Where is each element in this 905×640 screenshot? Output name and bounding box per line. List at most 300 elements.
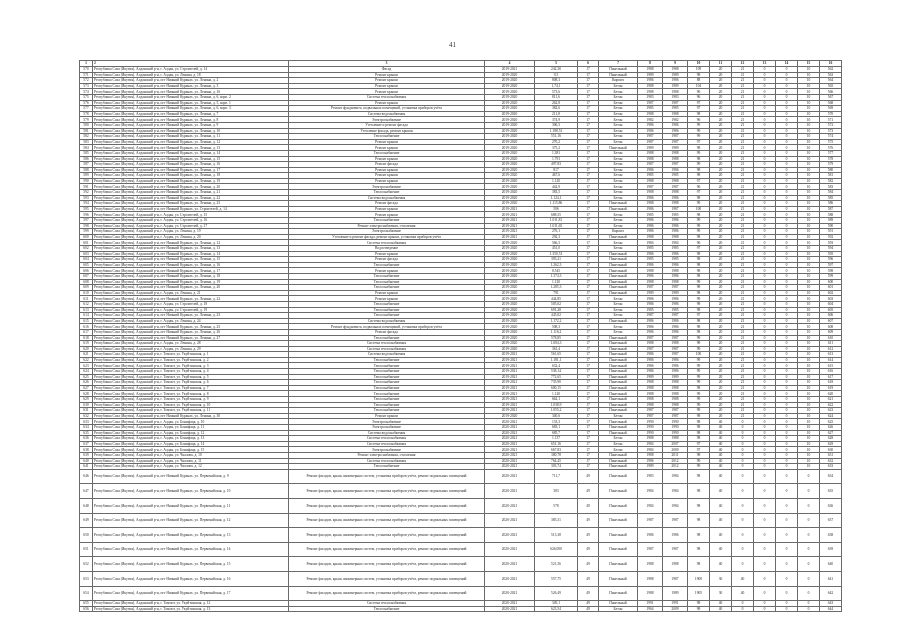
table-cell: 642	[820, 586, 842, 601]
table-cell: 619	[80, 341, 93, 347]
table-cell: 1988	[663, 279, 688, 285]
table-cell: 20	[710, 94, 732, 100]
table-cell: 0	[776, 279, 798, 285]
table-cell: 292,3	[535, 234, 578, 240]
table-cell: 1984	[638, 484, 663, 499]
table-cell: 40	[732, 571, 754, 586]
table-cell: Теплоснабжение	[289, 464, 485, 470]
table-cell: 49	[578, 469, 599, 484]
table-cell: 586	[820, 201, 842, 207]
table-cell: 40	[710, 513, 732, 528]
table-cell: 2019-2020	[485, 251, 535, 257]
table-row	[80, 498, 842, 513]
table-cell: 2020-2021	[485, 458, 535, 464]
table-cell: 606	[80, 268, 93, 274]
table-cell: 21	[732, 78, 754, 84]
table-cell: Ремонт фасада	[289, 201, 485, 207]
table-cell: 9	[663, 61, 688, 67]
table-cell: Ремонт крыши	[289, 72, 485, 78]
table-cell: 2007	[663, 441, 688, 447]
table-cell: 1989	[663, 145, 688, 151]
table-cell: Республика Саха (Якутия), Алданский р-н, г. Томмот, ул. Укуйтинская, д. 10	[93, 402, 289, 408]
table-cell: 0	[776, 285, 798, 291]
table-cell: 0	[776, 513, 798, 528]
table-cell: 599	[820, 273, 842, 279]
table-cell: 582	[80, 134, 93, 140]
table-cell: 2012	[663, 464, 688, 470]
table-cell: Теплоснабжение	[289, 385, 485, 391]
table-cell: 0	[754, 246, 776, 252]
table-cell: 606	[820, 313, 842, 319]
table-cell: 49	[578, 557, 599, 572]
table-cell: 2019-2020	[485, 156, 535, 162]
table-cell: 10	[798, 318, 820, 324]
table-cell: 0	[754, 363, 776, 369]
table-cell: 10	[798, 167, 820, 173]
table-cell: 1.188,51	[535, 128, 578, 134]
table-cell: 0	[798, 601, 820, 607]
table-cell: 10	[798, 190, 820, 196]
table-cell: 20	[710, 341, 732, 347]
table-cell: Республика Саха (Якутия), Алданский р-н, пгт Нижний Куранах, ул. Ленина, д. 5, корп. 1	[93, 100, 289, 106]
table-cell: 98	[688, 257, 710, 263]
table-cell: 17	[578, 190, 599, 196]
table-cell: 0	[754, 425, 776, 431]
table-cell: 0	[754, 606, 776, 612]
table-row	[80, 528, 842, 543]
table-cell: 385,31	[535, 513, 578, 528]
table-cell: 585	[820, 195, 842, 201]
table-cell: 551,16	[535, 134, 578, 140]
table-cell: 2019-2020	[485, 307, 535, 313]
table-cell: Республика Саха (Якутия), Алданский р-н, г. Томмот, ул. Укуйтинская, д. 8	[93, 391, 289, 397]
table-cell: 597	[820, 262, 842, 268]
table-cell: 10	[798, 94, 820, 100]
table-cell: 1988	[638, 557, 663, 572]
table-cell: Теплоснабжение	[289, 369, 485, 375]
table-cell: 1986	[663, 262, 688, 268]
table-cell: 683,1	[535, 425, 578, 431]
table-cell: 0	[776, 117, 798, 123]
table-cell: 21	[732, 229, 754, 235]
table-cell: 1989	[638, 145, 663, 151]
table-cell: Республика Саха (Якутия), Алданский р-н, пгт Нижний Куранах, ул. Первомайская, д. 10	[93, 484, 289, 499]
table-cell: 2019-2020	[485, 346, 535, 352]
table-cell: Бетон	[599, 100, 638, 106]
table-cell: Республика Саха (Якутия), Алданский р-н, пгт Нижний Куранах, ул. Ленина, д. 14	[93, 251, 289, 257]
table-cell: 17	[578, 397, 599, 403]
table-cell: 0	[732, 464, 754, 470]
table-cell: 30	[710, 571, 732, 586]
table-cell: 20	[710, 111, 732, 117]
table-cell: Республика Саха (Якутия), Алданский р-н, пгт Нижний Куранах, ул. Ленина, д. 22	[93, 296, 289, 302]
table-cell: Ремонт фасадов, крыш, инженерных систем, установка приборов учёта, ремонт подвальных помещений	[289, 513, 485, 528]
table-cell: 651	[80, 542, 93, 557]
table-cell: 99	[688, 464, 710, 470]
table-cell: 2020-2021	[485, 419, 535, 425]
table-cell: 21	[732, 369, 754, 375]
table-cell: 632	[820, 458, 842, 464]
table-cell: 17	[578, 150, 599, 156]
table-cell: Республика Саха (Якутия), Алданский р-н, г. Томмот, ул. Укуйтинская, д. 12	[93, 601, 289, 607]
table-cell: 17	[578, 318, 599, 324]
table-cell: 1987	[638, 313, 663, 319]
table-cell: 0	[754, 374, 776, 380]
table-cell: 21	[732, 380, 754, 386]
table-cell: 98	[688, 318, 710, 324]
table-cell: 10	[798, 374, 820, 380]
table-cell: 2019-2021	[485, 206, 535, 212]
table-cell: 17	[578, 273, 599, 279]
table-cell: 1986	[663, 167, 688, 173]
table-cell: 97	[688, 106, 710, 112]
table-cell: 0	[754, 251, 776, 257]
table-cell: Республика Саха (Якутия), Алданский р-н, пгт Нижний Куранах, ул. Ленина, д. 16	[93, 89, 289, 95]
table-cell: Республика Саха (Якутия), Алданский р-н, пгт Нижний Куранах, ул. Первомайская, д. 13	[93, 528, 289, 543]
table-cell: Республика Саха (Якутия), Алданский р-н, г. Томмот, ул. Укуйтинская, д. 3	[93, 363, 289, 369]
table-cell: Республика Саха (Якутия), Алданский р-н, г. Томмот, ул. Укуйтинская, д. 2	[93, 357, 289, 363]
table-cell: 383,5	[535, 190, 578, 196]
table-cell: 808,3	[535, 78, 578, 84]
table-cell: Бетон	[599, 111, 638, 117]
table-cell: 0	[776, 100, 798, 106]
table-cell: Республика Саха (Якутия), Алданский р-н, пгт Нижний Куранах, ул. Первомайская, д. 16	[93, 571, 289, 586]
table-cell: 1905	[688, 586, 710, 601]
table-cell: 10	[798, 357, 820, 363]
table-cell: 623	[820, 408, 842, 414]
table-cell: Ремонт крыши	[289, 156, 485, 162]
table-cell: Республика Саха (Якутия), Алданский р-н, г. Томмот, ул. Укуйтинская, д. 4	[93, 369, 289, 375]
table-cell: 0	[754, 301, 776, 307]
table-cell: 17	[578, 229, 599, 235]
table-cell: 603	[80, 251, 93, 257]
table-cell: 595	[820, 251, 842, 257]
table-cell: 0	[776, 408, 798, 414]
table-cell: 0	[776, 111, 798, 117]
table-cell: 17	[578, 285, 599, 291]
table-cell: 2019-2020	[485, 89, 535, 95]
table-cell: 2009	[663, 606, 688, 612]
table-cell: 1.285,3	[535, 285, 578, 291]
table-cell: Панельный	[599, 484, 638, 499]
table-cell: Панельный	[599, 357, 638, 363]
table-cell: 10	[798, 335, 820, 341]
table-cell: 0	[798, 513, 820, 528]
table-cell: 2020-2021	[485, 430, 535, 436]
table-cell: 1986	[663, 357, 688, 363]
table-cell: Бетон	[599, 413, 638, 419]
table-cell: 20	[710, 246, 732, 252]
table-cell: 2019-2021	[485, 67, 535, 73]
table-cell: Ремонт фасадов, крыш, инженерных систем, установка приборов учёта, ремонт подвальных помещений	[289, 498, 485, 513]
table-cell: Бетон	[599, 441, 638, 447]
table-cell: 2009	[663, 447, 688, 453]
table-cell: 1986	[638, 218, 663, 224]
table-cell: 21	[732, 262, 754, 268]
table-cell: 17	[578, 413, 599, 419]
table-cell: 662,1	[535, 397, 578, 403]
table-cell: 1987	[663, 352, 688, 358]
table-cell: 262,8	[535, 100, 578, 106]
table-cell: 0	[754, 78, 776, 84]
table-cell: 99	[688, 357, 710, 363]
table-cell: 2019-2020	[485, 201, 535, 207]
table-cell: 21	[732, 251, 754, 257]
table-cell: 17	[578, 218, 599, 224]
table-cell: 99	[688, 402, 710, 408]
table-cell: 0	[776, 557, 798, 572]
table-cell: Теплоснабжение	[289, 273, 485, 279]
table-cell: 614	[80, 313, 93, 319]
table-cell: 497,83	[535, 162, 578, 168]
table-cell: 2019-2021	[485, 363, 535, 369]
table-cell: 17	[578, 357, 599, 363]
table-cell: 1987	[663, 542, 688, 557]
table-cell: 20	[710, 262, 732, 268]
table-cell: 0	[754, 223, 776, 229]
table-cell: Бетон	[599, 324, 638, 330]
table-cell: 1988	[638, 156, 663, 162]
table-cell: 9,5	[535, 72, 578, 78]
table-cell: Республика Саха (Якутия), Алданский р-н, г. Алдан, ул. Строителей, д. 17	[93, 223, 289, 229]
table-cell: Бетон	[599, 240, 638, 246]
table-cell: 21	[732, 234, 754, 240]
table-cell: Республика Саха (Якутия), Алданский р-н, г. Алдан, ул. Ленина, д. 20	[93, 234, 289, 240]
table-cell: 20	[710, 268, 732, 274]
table-cell: 17	[578, 452, 599, 458]
table-cell: 0	[754, 89, 776, 95]
table-cell: 2019-2020	[485, 195, 535, 201]
table-cell: 21	[732, 173, 754, 179]
table-cell: Республика Саха (Якутия), Алданский р-н, пгт Нижний Куранах, ул. Ленина, д. 6, корп. 3	[93, 106, 289, 112]
table-cell: Республика Саха (Якутия), Алданский р-н, пгт Нижний Куранах, ул. Ленина, д. 11	[93, 134, 289, 140]
table-cell: 0	[732, 469, 754, 484]
table-cell: 17	[578, 402, 599, 408]
table-cell: Панельный	[599, 458, 638, 464]
table-cell: 0	[754, 290, 776, 296]
table-cell: 625	[820, 419, 842, 425]
table-cell: 0	[754, 111, 776, 117]
table-cell: 1988	[638, 111, 663, 117]
table-cell: 1987	[663, 513, 688, 528]
table-cell: Бетон	[599, 195, 638, 201]
table-cell: 0	[732, 606, 754, 612]
table-cell: 0	[776, 134, 798, 140]
table-cell: 0	[732, 458, 754, 464]
table-cell: 0	[732, 557, 754, 572]
table-cell: 1986	[663, 195, 688, 201]
table-cell: 17	[578, 385, 599, 391]
table-cell: 636	[820, 498, 842, 513]
table-cell: 575	[820, 139, 842, 145]
table-cell: Система теплоснабжения	[289, 341, 485, 347]
table-cell: 98	[688, 212, 710, 218]
table-cell: 1986	[663, 251, 688, 257]
table-cell: 1986	[638, 318, 663, 324]
table-cell: 20	[710, 117, 732, 123]
table-cell: 611	[80, 296, 93, 302]
table-cell: 1986	[638, 352, 663, 358]
table-cell: Бетон	[599, 307, 638, 313]
table-cell: 444,85	[535, 296, 578, 302]
table-cell: 633	[820, 464, 842, 470]
table-cell: 21	[732, 201, 754, 207]
table-cell: 211,8	[535, 111, 578, 117]
table-cell: 40	[732, 586, 754, 601]
table-cell: 20	[710, 150, 732, 156]
table-cell: 0	[754, 419, 776, 425]
table-cell: 2019-2020	[485, 285, 535, 291]
table-cell: 17	[578, 246, 599, 252]
table-cell: 688,55	[535, 212, 578, 218]
table-cell: Система теплоснабжения	[289, 436, 485, 442]
table-cell: Республика Саха (Якутия), Алданский р-н, пгт Нижний Куранах, ул. Ленина, д. 23	[93, 313, 289, 319]
table-cell: 1984	[638, 240, 663, 246]
table-cell: Бетон	[599, 128, 638, 134]
table-cell: 654	[80, 586, 93, 601]
table-cell: 20	[710, 301, 732, 307]
table-cell: 1.381	[535, 150, 578, 156]
table-cell: 40	[710, 447, 732, 453]
table-cell: Панельный	[599, 452, 638, 458]
table-cell: Ремонт фасада	[289, 257, 485, 263]
table-cell: 17	[578, 329, 599, 335]
table-cell: 1987	[663, 346, 688, 352]
table-cell: Бетон	[599, 313, 638, 319]
table-cell: Теплоснабжение	[289, 313, 485, 319]
table-cell: 1984	[638, 447, 663, 453]
table-cell: Ремонт электроснабжения, отопления	[289, 452, 485, 458]
table-cell: Ремонт крыши	[289, 145, 485, 151]
table-cell: 40	[710, 557, 732, 572]
table-cell: 1983	[638, 469, 663, 484]
table-cell: 10	[798, 240, 820, 246]
table-cell: 2019-2020	[485, 190, 535, 196]
table-cell: 306,3	[535, 122, 578, 128]
table-cell: Панельный	[599, 385, 638, 391]
table-cell: Теплоснабжение	[289, 408, 485, 414]
table-cell: 0	[776, 178, 798, 184]
table-cell: 1986	[638, 128, 663, 134]
table-cell: Бетон	[599, 223, 638, 229]
table-cell: 17	[578, 408, 599, 414]
table-cell: 604	[820, 301, 842, 307]
table-cell: 640	[820, 557, 842, 572]
table-cell: 17	[578, 257, 599, 263]
table-cell: 20	[710, 229, 732, 235]
table-cell: 643	[820, 601, 842, 607]
table-cell: 10	[798, 234, 820, 240]
table-cell: 0	[754, 184, 776, 190]
table-cell: 1986	[663, 128, 688, 134]
table-cell: 623,54	[535, 606, 578, 612]
table-cell: 648	[80, 498, 93, 513]
table-cell: 0	[754, 106, 776, 112]
table-cell: 1900	[688, 571, 710, 586]
table-cell: 0	[754, 397, 776, 403]
table-cell: 0	[754, 195, 776, 201]
table-cell: Теплоснабжение	[289, 279, 485, 285]
table-cell: 1987	[663, 139, 688, 145]
table-cell: 1986	[663, 273, 688, 279]
table-cell: 1985	[663, 212, 688, 218]
table-cell: 628	[820, 436, 842, 442]
table-cell: 1986	[663, 329, 688, 335]
table-cell: 10	[798, 212, 820, 218]
table-cell: 10	[798, 296, 820, 302]
table-cell: 0	[754, 436, 776, 442]
table-cell: Панельный	[599, 369, 638, 375]
table-cell: 0	[754, 268, 776, 274]
table-cell: 2019-2020	[485, 246, 535, 252]
table-cell: 1986	[638, 122, 663, 128]
table-cell: 21	[732, 285, 754, 291]
table-cell: 0	[776, 341, 798, 347]
table-cell: 0	[776, 374, 798, 380]
table-cell: 577	[80, 106, 93, 112]
table-cell: 98	[688, 268, 710, 274]
table-cell: 0	[754, 313, 776, 319]
table-cell: 17	[578, 464, 599, 470]
table-cell: 667,83	[535, 447, 578, 453]
table-cell: 242,30	[535, 67, 578, 73]
table-cell: 1983	[663, 94, 688, 100]
table-cell: 17	[578, 134, 599, 140]
table-cell: 98	[688, 430, 710, 436]
table-cell: Республика Саха (Якутия), Алданский р-н, пгт Нижний Куранах, ул. Ленина, д. 18	[93, 273, 289, 279]
table-cell: Бетон	[599, 117, 638, 123]
table-cell: 0	[754, 452, 776, 458]
table-cell: 467,6	[535, 173, 578, 179]
table-cell: 604	[80, 257, 93, 263]
table-cell: 1987	[663, 408, 688, 414]
table-cell: 615	[80, 318, 93, 324]
table-row	[80, 571, 842, 586]
table-row	[80, 484, 842, 499]
table-cell: 1986	[663, 324, 688, 330]
table-cell: 1.181,1	[535, 357, 578, 363]
table-cell: 1987	[638, 346, 663, 352]
table-cell: Республика Саха (Якутия), Алданский р-н, пгт Нижний Куранах, ул. Ленина, д. 19	[93, 279, 289, 285]
table-cell: 2020-2021	[485, 425, 535, 431]
table-cell: Республика Саха (Якутия), Алданский р-н, пгт Нижний Куранах, ул. Ленина, д. 7	[93, 111, 289, 117]
table-cell: 0	[776, 184, 798, 190]
table-cell: 15	[798, 61, 820, 67]
table-cell: Бетон	[599, 139, 638, 145]
table-cell: 96	[688, 117, 710, 123]
table-cell: 1984	[663, 498, 688, 513]
table-cell: Панельный	[599, 498, 638, 513]
table-cell: 17	[578, 352, 599, 358]
table-cell: 1986	[638, 357, 663, 363]
table-cell: Кирпич	[599, 229, 638, 235]
table-cell: 2019-2021	[485, 385, 535, 391]
table-cell: Теплоснабжение	[289, 391, 485, 397]
table-cell: 2019-2020	[485, 329, 535, 335]
table-cell: 601	[80, 240, 93, 246]
table-cell: 17	[578, 430, 599, 436]
table-row	[80, 469, 842, 484]
table-cell: Теплоснабжение	[289, 150, 485, 156]
table-cell: 0	[776, 452, 798, 458]
table-cell: 21	[732, 190, 754, 196]
table-cell: 576	[80, 100, 93, 106]
table-cell: 581	[80, 128, 93, 134]
table-cell: 1989	[663, 83, 688, 89]
table-cell: 10	[798, 262, 820, 268]
table-cell: Система теплоснабжения	[289, 94, 485, 100]
table-cell: 2019-2021	[485, 374, 535, 380]
